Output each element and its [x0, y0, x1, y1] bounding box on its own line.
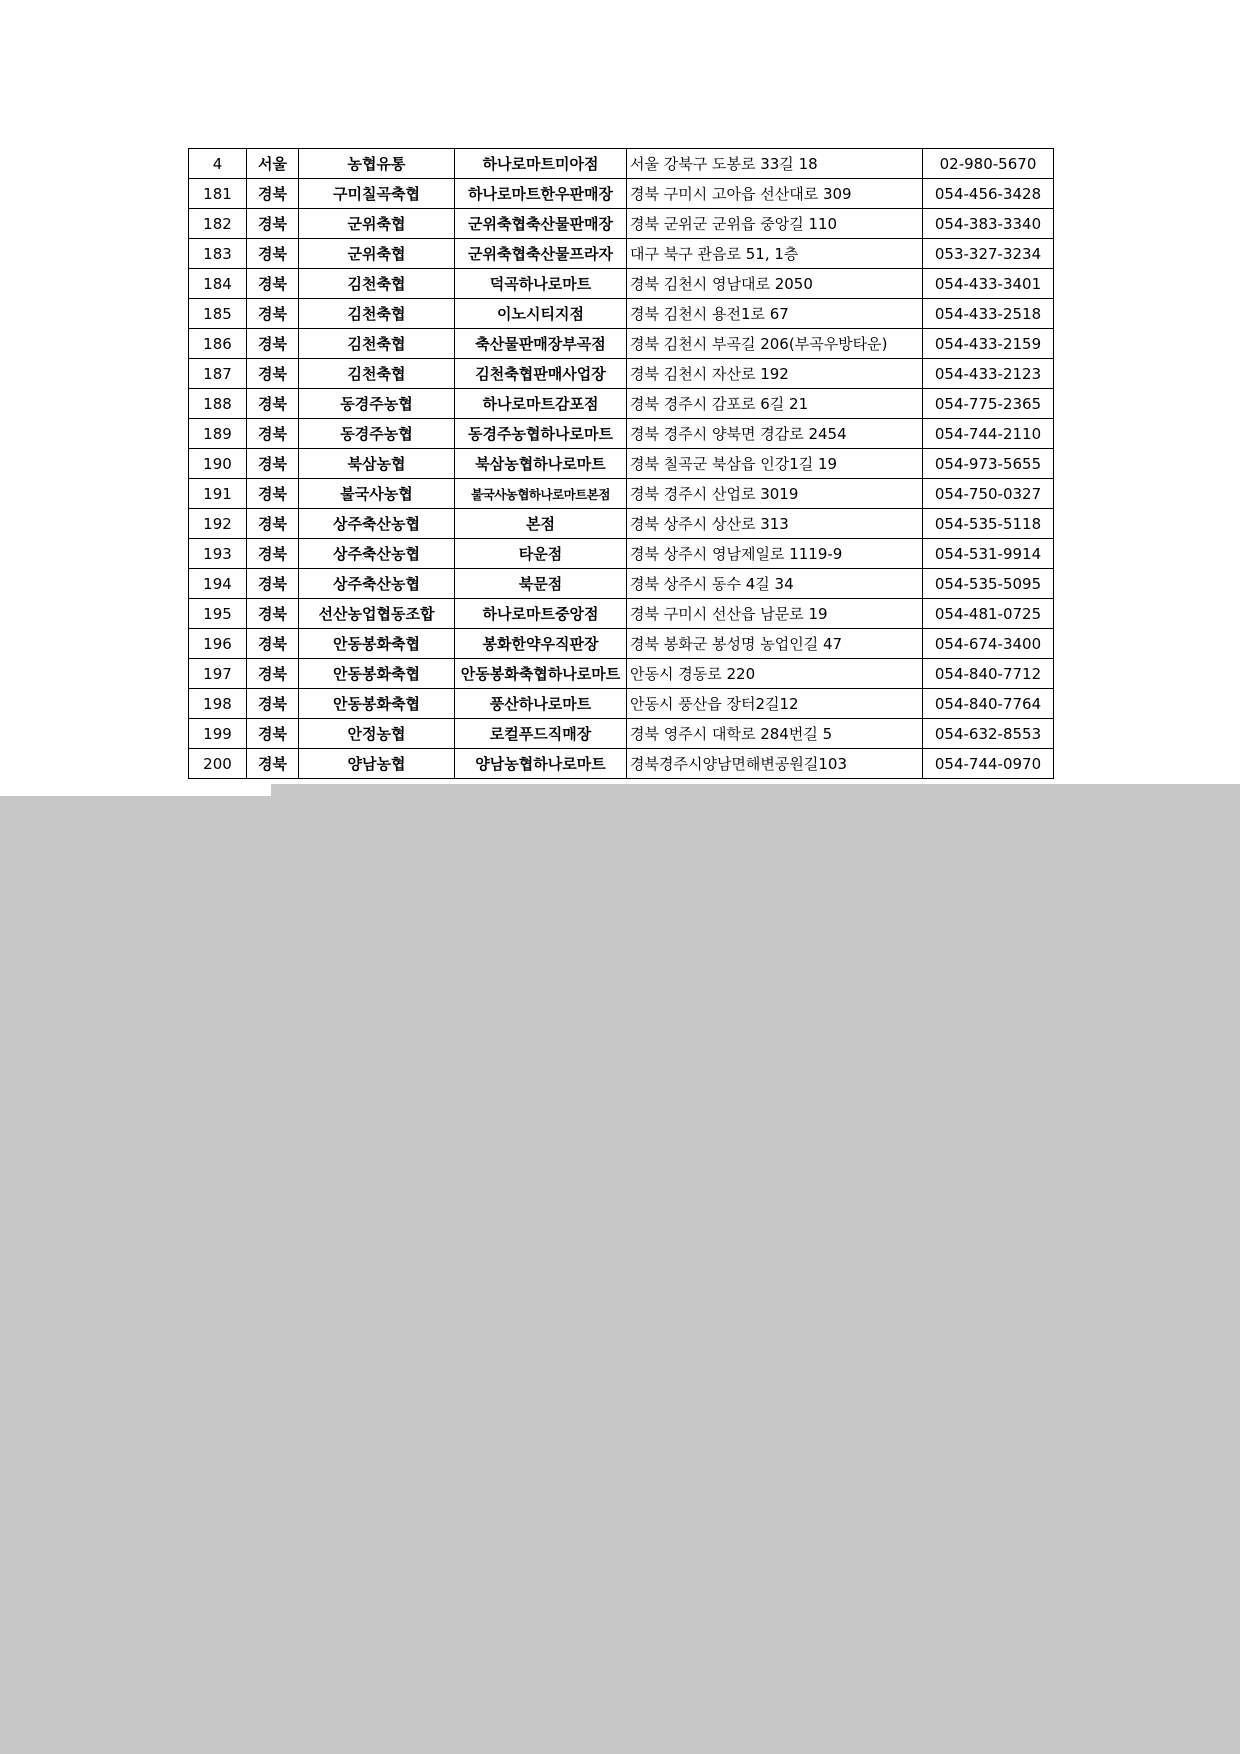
phone-cell: 054-840-7712 [923, 659, 1054, 689]
address-cell: 경북 구미시 선산읍 남문로 19 [627, 599, 923, 629]
table-row [189, 299, 1054, 329]
store-name-cell: 양남농협하나로마트 [455, 749, 627, 779]
phone-cell: 054-433-2518 [923, 299, 1054, 329]
store-name-cell: 로컬푸드직매장 [455, 719, 627, 749]
store-name-cell: 하나로마트감포점 [455, 389, 627, 419]
phone-cell: 054-535-5095 [923, 569, 1054, 599]
store-table [188, 148, 1054, 779]
table-row [189, 239, 1054, 269]
table-row [189, 329, 1054, 359]
row-number: 195 [189, 599, 247, 629]
address-cell: 경북 군위군 군위읍 중앙길 110 [627, 209, 923, 239]
organization-cell: 상주축산농협 [299, 509, 455, 539]
address-cell: 경북 봉화군 봉성명 농업인길 47 [627, 629, 923, 659]
table-row [189, 599, 1054, 629]
table-row [189, 569, 1054, 599]
row-number: 198 [189, 689, 247, 719]
table-row [189, 149, 1054, 179]
table-row [189, 209, 1054, 239]
address-cell: 서울 강북구 도봉로 33길 18 [627, 149, 923, 179]
store-name-cell: 타운점 [455, 539, 627, 569]
region-cell: 경북 [247, 179, 299, 209]
region-cell: 경북 [247, 569, 299, 599]
row-number: 188 [189, 389, 247, 419]
row-number: 183 [189, 239, 247, 269]
store-name-cell: 하나로마트중앙점 [455, 599, 627, 629]
store-name-cell: 덕곡하나로마트 [455, 269, 627, 299]
store-name-cell: 김천축협판매사업장 [455, 359, 627, 389]
organization-cell: 동경주농협 [299, 389, 455, 419]
store-name-cell: 북문점 [455, 569, 627, 599]
organization-cell: 김천축협 [299, 359, 455, 389]
address-cell: 안동시 풍산읍 장터2길12 [627, 689, 923, 719]
phone-cell: 054-775-2365 [923, 389, 1054, 419]
store-name-cell: 군위축협축산물프라자 [455, 239, 627, 269]
store-name-cell: 안동봉화축협하나로마트 [455, 659, 627, 689]
organization-cell: 농협유통 [299, 149, 455, 179]
row-number: 185 [189, 299, 247, 329]
store-name-cell: 하나로마트미아점 [455, 149, 627, 179]
table-row [189, 419, 1054, 449]
row-number: 187 [189, 359, 247, 389]
table-row [189, 359, 1054, 389]
row-number: 191 [189, 479, 247, 509]
address-cell: 경북 영주시 대학로 284번길 5 [627, 719, 923, 749]
store-name-cell: 동경주농협하나로마트 [455, 419, 627, 449]
address-cell: 대구 북구 관음로 51, 1층 [627, 239, 923, 269]
gray-overlay [0, 796, 1240, 1754]
row-number: 190 [189, 449, 247, 479]
row-number: 184 [189, 269, 247, 299]
region-cell: 경북 [247, 629, 299, 659]
row-number: 193 [189, 539, 247, 569]
phone-cell: 054-674-3400 [923, 629, 1054, 659]
region-cell: 경북 [247, 329, 299, 359]
region-cell: 경북 [247, 749, 299, 779]
address-cell: 경북 경주시 산업로 3019 [627, 479, 923, 509]
region-cell: 경북 [247, 539, 299, 569]
store-name-cell: 불국사농협하나로마트본점 [455, 479, 627, 509]
region-cell: 경북 [247, 599, 299, 629]
phone-cell: 054-632-8553 [923, 719, 1054, 749]
phone-cell: 054-744-0970 [923, 749, 1054, 779]
region-cell: 경북 [247, 359, 299, 389]
phone-cell: 054-750-0327 [923, 479, 1054, 509]
row-number: 197 [189, 659, 247, 689]
region-cell: 경북 [247, 449, 299, 479]
phone-cell: 054-535-5118 [923, 509, 1054, 539]
region-cell: 경북 [247, 479, 299, 509]
region-cell: 경북 [247, 659, 299, 689]
phone-cell: 054-481-0725 [923, 599, 1054, 629]
table-row [189, 479, 1054, 509]
address-cell: 경북 김천시 영남대로 2050 [627, 269, 923, 299]
phone-cell: 054-744-2110 [923, 419, 1054, 449]
row-number: 4 [189, 149, 247, 179]
organization-cell: 상주축산농협 [299, 539, 455, 569]
phone-cell: 054-973-5655 [923, 449, 1054, 479]
organization-cell: 군위축협 [299, 239, 455, 269]
region-cell: 경북 [247, 269, 299, 299]
region-cell: 경북 [247, 509, 299, 539]
store-name-cell: 북삼농협하나로마트 [455, 449, 627, 479]
row-number: 182 [189, 209, 247, 239]
organization-cell: 동경주농협 [299, 419, 455, 449]
organization-cell: 불국사농협 [299, 479, 455, 509]
phone-cell: 054-456-3428 [923, 179, 1054, 209]
table-row [189, 509, 1054, 539]
address-cell: 경북 경주시 양북면 경감로 2454 [627, 419, 923, 449]
address-cell: 경북 경주시 감포로 6길 21 [627, 389, 923, 419]
phone-cell: 054-433-2123 [923, 359, 1054, 389]
address-cell: 경북경주시양남면해변공원길103 [627, 749, 923, 779]
row-number: 200 [189, 749, 247, 779]
address-cell: 경북 김천시 자산로 192 [627, 359, 923, 389]
phone-cell: 053-327-3234 [923, 239, 1054, 269]
phone-cell: 054-433-2159 [923, 329, 1054, 359]
store-name-cell: 본점 [455, 509, 627, 539]
row-number: 194 [189, 569, 247, 599]
store-name-cell: 봉화한약우직판장 [455, 629, 627, 659]
row-number: 199 [189, 719, 247, 749]
region-cell: 서울 [247, 149, 299, 179]
organization-cell: 김천축협 [299, 329, 455, 359]
region-cell: 경북 [247, 299, 299, 329]
organization-cell: 김천축협 [299, 299, 455, 329]
region-cell: 경북 [247, 719, 299, 749]
row-number: 189 [189, 419, 247, 449]
organization-cell: 구미칠곡축협 [299, 179, 455, 209]
table-row [189, 269, 1054, 299]
store-name-cell: 하나로마트한우판매장 [455, 179, 627, 209]
address-cell: 경북 상주시 동수 4길 34 [627, 569, 923, 599]
row-number: 192 [189, 509, 247, 539]
phone-cell: 054-383-3340 [923, 209, 1054, 239]
store-name-cell: 군위축협축산물판매장 [455, 209, 627, 239]
organization-cell: 군위축협 [299, 209, 455, 239]
phone-cell: 054-433-3401 [923, 269, 1054, 299]
organization-cell: 선산농업협동조합 [299, 599, 455, 629]
phone-cell: 054-840-7764 [923, 689, 1054, 719]
organization-cell: 양남농협 [299, 749, 455, 779]
table-row [189, 689, 1054, 719]
table-row [189, 659, 1054, 689]
organization-cell: 안정농협 [299, 719, 455, 749]
region-cell: 경북 [247, 389, 299, 419]
table-row [189, 749, 1054, 779]
table-row [189, 389, 1054, 419]
table-row [189, 449, 1054, 479]
region-cell: 경북 [247, 689, 299, 719]
region-cell: 경북 [247, 209, 299, 239]
table-row [189, 539, 1054, 569]
organization-cell: 안동봉화축협 [299, 659, 455, 689]
store-name-cell: 이노시티지점 [455, 299, 627, 329]
address-cell: 경북 상주시 영남제일로 1119-9 [627, 539, 923, 569]
row-number: 181 [189, 179, 247, 209]
store-name-cell: 축산물판매장부곡점 [455, 329, 627, 359]
organization-cell: 북삼농협 [299, 449, 455, 479]
region-cell: 경북 [247, 239, 299, 269]
gray-overlay-edge [271, 784, 1240, 796]
address-cell: 안동시 경동로 220 [627, 659, 923, 689]
organization-cell: 상주축산농협 [299, 569, 455, 599]
phone-cell: 054-531-9914 [923, 539, 1054, 569]
organization-cell: 안동봉화축협 [299, 629, 455, 659]
region-cell: 경북 [247, 419, 299, 449]
table-row [189, 179, 1054, 209]
address-cell: 경북 칠곡군 북삼읍 인강1길 19 [627, 449, 923, 479]
table-row [189, 629, 1054, 659]
address-cell: 경북 김천시 용전1로 67 [627, 299, 923, 329]
row-number: 196 [189, 629, 247, 659]
address-cell: 경북 구미시 고아읍 선산대로 309 [627, 179, 923, 209]
store-table-body [189, 149, 1054, 779]
table-row [189, 719, 1054, 749]
phone-cell: 02-980-5670 [923, 149, 1054, 179]
row-number: 186 [189, 329, 247, 359]
organization-cell: 안동봉화축협 [299, 689, 455, 719]
organization-cell: 김천축협 [299, 269, 455, 299]
store-name-cell: 풍산하나로마트 [455, 689, 627, 719]
address-cell: 경북 김천시 부곡길 206(부곡우방타운) [627, 329, 923, 359]
address-cell: 경북 상주시 상산로 313 [627, 509, 923, 539]
